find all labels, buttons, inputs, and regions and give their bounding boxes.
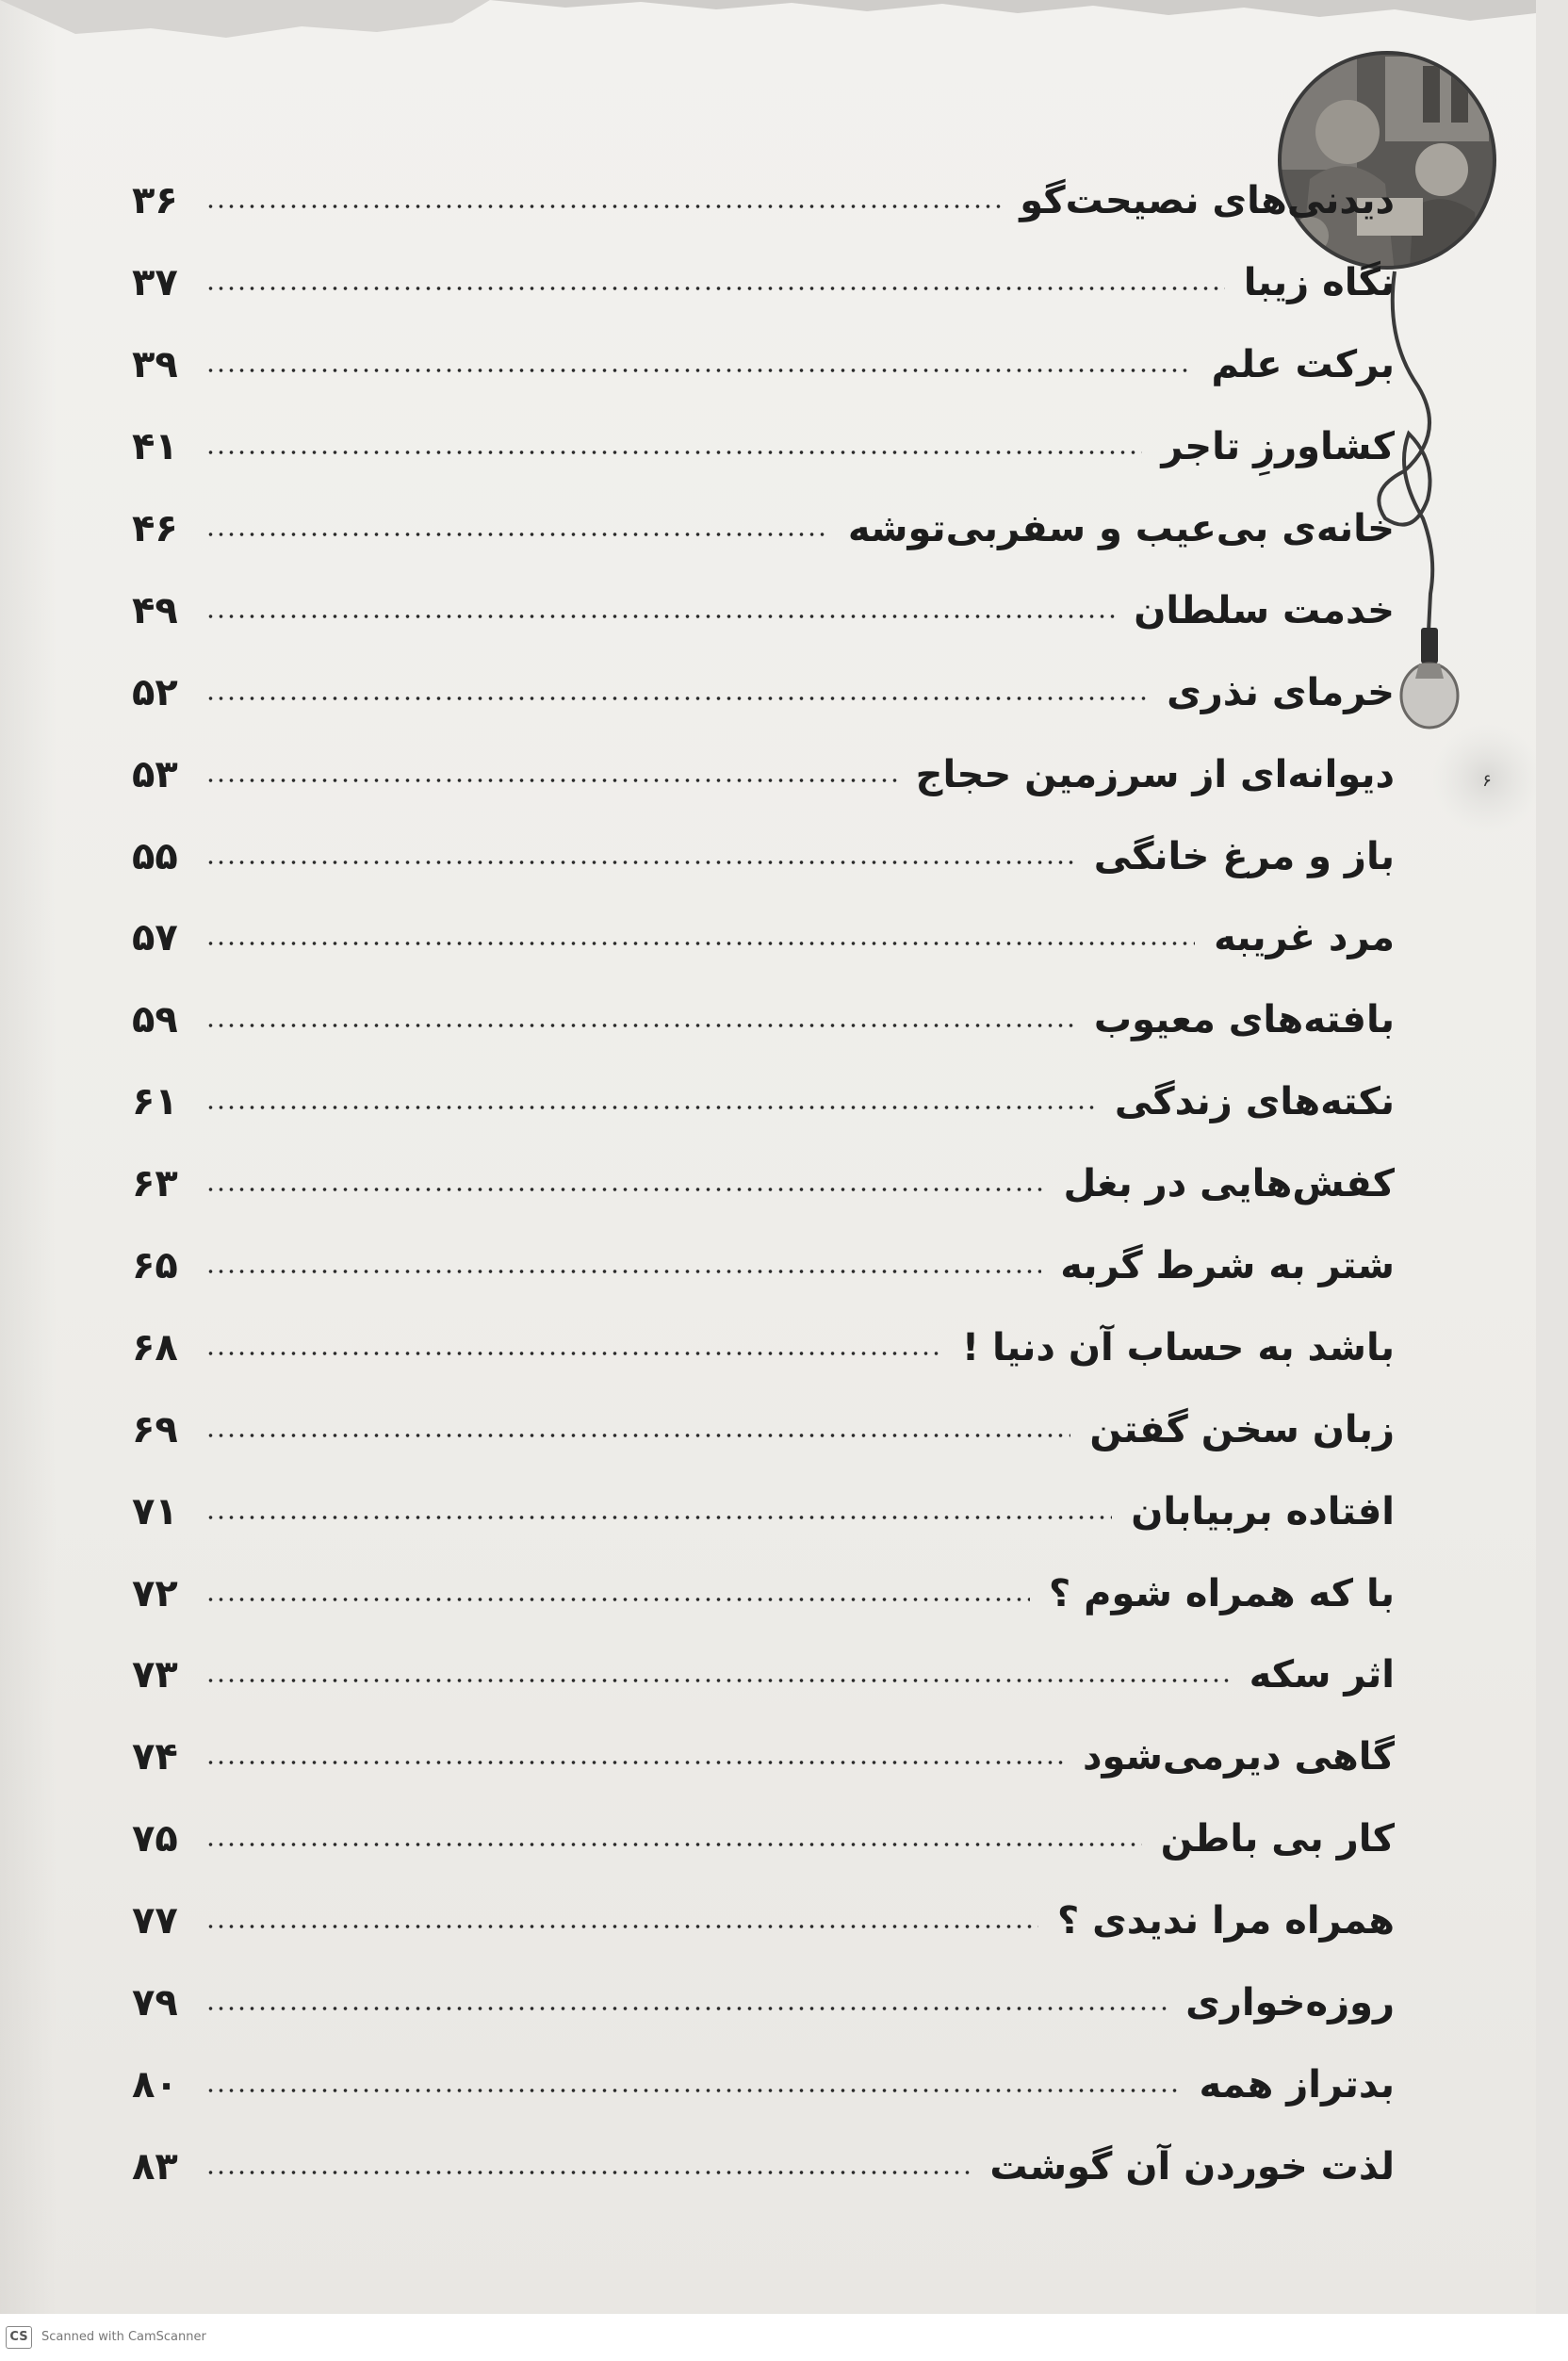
toc-entry [132,324,1395,406]
toc-entry [132,651,1395,733]
dot-leader [205,1352,943,1355]
dot-leader [205,2171,971,2174]
toc-entry-title: بدتراز همه [1199,2062,1395,2107]
toc-entry-title: باشد به حساب آن دنیا ! [961,1325,1395,1369]
dot-leader [205,1434,1070,1437]
toc-entry [132,1306,1395,1388]
toc-entry-title: دیوانه‌ای از سرزمین حجاج [915,752,1395,796]
dot-leader [205,2007,1167,2010]
toc-entry [132,1143,1395,1225]
toc-entry-page: ۵۷ [132,916,178,960]
toc-entry [132,2125,1395,2207]
toc-entry-page: ۴۱ [132,425,178,469]
toc-entry [132,242,1395,324]
toc-entry-title: شتر به شرط گربه [1060,1244,1395,1288]
dot-leader [205,1024,1075,1027]
toc-entry-title: روزه‌خواری [1185,1981,1395,2025]
toc-entry-title: زبان سخن گفتن [1089,1407,1395,1451]
dot-leader [205,1598,1030,1601]
toc-entry-title: لذت خوردن آن گوشت [989,2144,1395,2189]
toc-entry-title: باز و مرغ خانگی [1093,834,1395,878]
dot-leader [205,1679,1231,1682]
scanner-footer [0,2314,1568,2361]
toc-entry [132,1552,1395,1634]
scanner-watermark: Scanned with CamScanner [41,2330,206,2344]
toc-entry-page: ۷۵ [132,1817,178,1861]
toc-entry-page: ۶۳ [132,1162,178,1206]
dot-leader [205,451,1142,454]
toc-entry-title: خدمت سلطان [1134,588,1395,632]
toc-entry-page: ۶۹ [132,1407,178,1451]
page-number: ۶ [1482,771,1492,791]
toc-entry-title: مرد غریبه [1214,916,1395,960]
toc-entry-page: ۶۵ [132,1244,178,1288]
toc-entry-page: ۷۳ [132,1653,178,1697]
toc-entry [132,897,1395,979]
toc-entry-title: کشاورزِ تاجر [1161,425,1395,469]
toc-entry-page: ۶۸ [132,1325,178,1369]
toc-entry [132,1716,1395,1798]
dot-leader [205,1516,1112,1519]
toc-entry-title: گاهی دیرمی‌شود [1082,1735,1395,1779]
toc-entry [132,1798,1395,1880]
toc-entry-title: خرمای نذری [1167,670,1395,714]
toc-entry [132,1061,1395,1143]
dot-leader [205,615,1115,618]
dot-leader [205,533,829,536]
toc-entry-title: دیدنی‌های نصیحت‌گو [1020,179,1395,223]
toc-entry [132,569,1395,651]
toc-entry-page: ۷۷ [132,1899,178,1943]
toc-entry [132,979,1395,1061]
toc-entry-title: بافته‌های معیوب [1093,998,1395,1042]
toc-entry [132,1962,1395,2044]
toc-entry-title: با که همراه شوم ؟ [1049,1571,1395,1615]
toc-entry-page: ۳۹ [132,343,178,387]
dot-leader [205,861,1075,864]
toc-entry-page: ۳۶ [132,179,178,223]
dot-leader [205,287,1225,290]
toc-entry [132,1880,1395,1962]
toc-entry [132,488,1395,570]
toc-entry [132,1388,1395,1470]
dot-leader [205,2089,1181,2092]
camscanner-logo: CS [6,2326,32,2349]
toc-entry-page: ۷۴ [132,1735,178,1779]
toc-entry-title: نگاه زیبا [1243,261,1395,305]
toc-entry [132,1634,1395,1716]
toc-entry [132,1470,1395,1552]
dot-leader [205,1188,1044,1191]
toc-entry [132,815,1395,897]
toc-entry-page: ۵۹ [132,998,178,1042]
toc-entry-page: ۵۳ [132,752,178,796]
toc-entry [132,406,1395,488]
toc-entry-title: کفش‌هایی در بغل [1063,1162,1395,1206]
dot-leader [205,779,897,782]
toc-entry-page: ۷۹ [132,1981,178,2025]
toc-entry-page: ۸۳ [132,2144,178,2189]
toc-entry [132,1225,1395,1307]
toc-entry-page: ۷۲ [132,1571,178,1615]
toc-entry-title: افتاده بربیابان [1131,1489,1395,1533]
dot-leader [205,1925,1038,1928]
toc-entry-title: همراه مرا ندیدی ؟ [1056,1899,1395,1943]
toc-entry [132,160,1395,242]
toc-entry-title: خانه‌ی بی‌عیب و سفربی‌توشه [847,507,1395,550]
toc-entry-page: ۴۹ [132,588,178,632]
toc-entry [132,733,1395,815]
dot-leader [205,205,1001,208]
toc-entry-title: کار بی باطن [1160,1817,1395,1861]
dot-leader [205,1843,1142,1846]
dot-leader [205,942,1195,945]
toc-entry-page: ۵۲ [132,670,178,714]
toc-entry [132,2043,1395,2125]
toc-entry-title: برکت علم [1211,343,1395,387]
toc-entry-page: ۳۷ [132,261,178,305]
toc-entry-page: ۵۵ [132,834,178,878]
toc-entry-page: ۸۰ [132,2062,178,2107]
toc-entry-title: نکته‌های زندگی [1114,1080,1395,1124]
toc-entry-page: ۴۶ [132,507,178,550]
dot-leader [205,1270,1041,1273]
toc-entry-page: ۷۱ [132,1489,178,1533]
dot-leader [205,1761,1064,1764]
dot-leader [205,697,1148,700]
toc-entry-page: ۶۱ [132,1080,178,1124]
table-of-contents [132,160,1395,2207]
toc-entry-title: اثر سکه [1249,1653,1395,1697]
dot-leader [205,1106,1096,1109]
dot-leader [205,369,1193,372]
